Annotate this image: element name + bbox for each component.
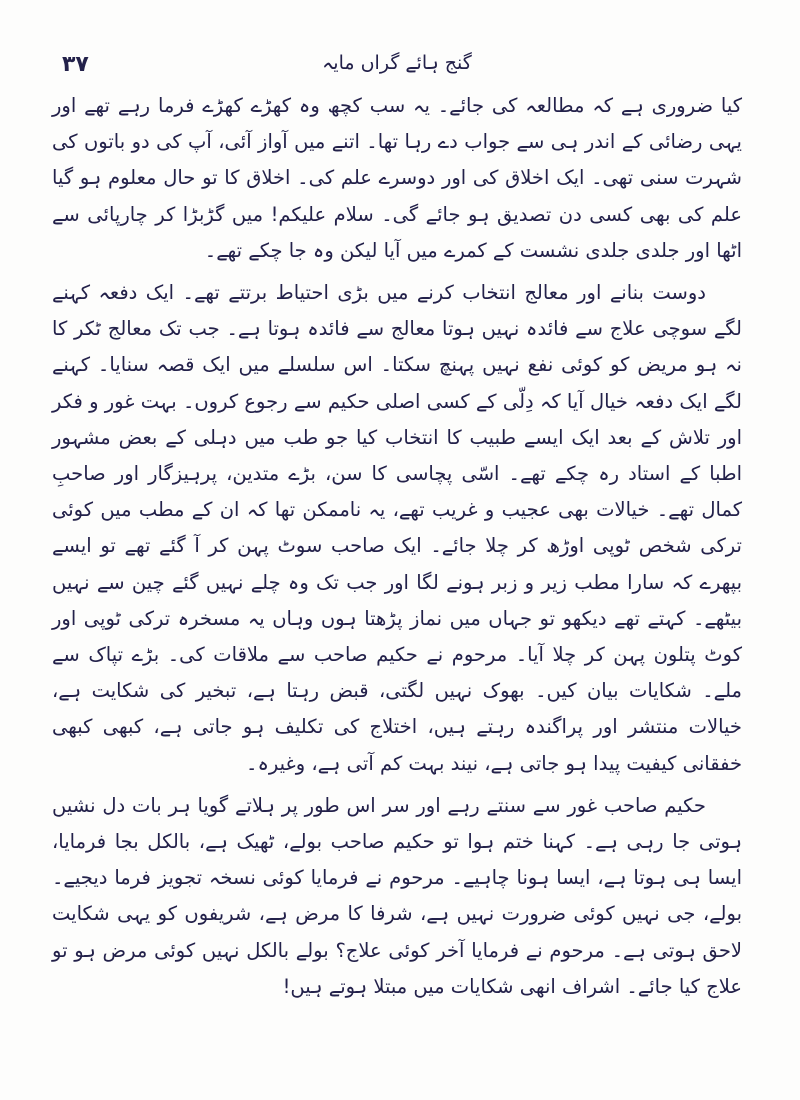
paragraph-2: دوست بنانے اور معالج انتخاب کرنے میں بڑی احتیاط برتتے تھے۔ ایک دفعہ کہنے لگے سوچی علاج سے فائدہ نہیں ہوتا معالج سے فائدہ ہوتا ہے۔ جب تک معالج ٹکر کا نہ ہو مریض کو کوئی نفع نہیں پہنچ سکتا۔ اس سلسلے میں ایک قصہ سنایا۔ کہنے لگے ایک دفعہ خیال آیا کہ دِلّی کے کسی اصلی حکیم سے رجوع کروں۔ بہت غور و فکر اور تلاش کے بعد ایک ایسے طبیب کا انتخاب کیا جو طب میں دہلی کے بعض مشہور اطبا کے استاد رہ چکے تھے۔ اسّی پچاسی کا سن، بڑے متدین، پرہیزگار اور صاحبِ کمال تھے۔ خیالات بھی عجیب و غریب تھے، یہ ناممکن تھا کہ ان کے مطب میں کوئی ترکی شخص ٹوپی اوڑھ کر چلا جائے۔ ایک صاحب سوٹ پہن کر آ گئے تھے تو ایسے بپھرے کہ سارا مطب زیر و زبر ہونے لگا اور جب تک وہ چلے نہیں گئے چین سے نہیں بیٹھے۔ کہتے تھے دیکھو تو جہاں میں نماز پڑھتا ہوں وہاں یہ مسخرہ ترکی ٹوپی اور کوٹ پتلون پہن کر چلا آیا۔ مرحوم نے حکیم صاحب سے ملاقات کی۔ بڑے تپاک سے ملے۔ شکایات بیان کیں۔ بھوک نہیں لگتی، قبض رہتا ہے، تبخیر کی شکایت ہے، خیالات منتشر اور پراگندہ رہتے ہیں، اختلاج کی تکلیف ہو جاتی ہے، کبھی کبھی خفقانی کیفیت پیدا ہو جاتی ہے، نیند بہت کم آتی ہے، وغیرہ۔ bbox=[52, 281, 742, 775]
body-text bbox=[52, 88, 742, 1005]
paragraph-3: حکیم صاحب غور سے سنتے رہے اور سر اس طور پر ہلاتے گویا ہر بات دل نشیں ہوتی جا رہی ہے۔ کہنا ختم ہوا تو حکیم صاحب بولے، ٹھیک ہے، بالکل بجا فرمایا، ایسا ہی ہوتا ہے، ایسا ہونا چاہیے۔ مرحوم نے فرمایا کوئی نسخہ تجویز فرما دیجیے۔ بولے، جی نہیں کوئی ضرورت نہیں ہے، شرفا کا مرض ہے، شریفوں کو یہی شکایت لاحق ہوتی ہے۔ مرحوم نے فرمایا آخر کوئی علاج؟ بولے بالکل نہیں کوئی مرض ہو تو علاج کیا جائے۔ اشراف انھی شکایات میں مبتلا ہوتے ہیں! bbox=[52, 793, 742, 998]
paragraph-1: کیا ضروری ہے کہ مطالعہ کی جائے۔ یہ سب کچھ وہ کھڑے کھڑے فرما رہے تھے اور یہی رضائی کے اندر ہی سے جواب دے رہا تھا۔ اتنے میں آواز آئی، آپ کی دو باتوں کی شہرت سنی تھی۔ ایک اخلاق کی اور دوسرے علم کی۔ اخلاق کا تو حال معلوم ہو گیا علم کی بھی کسی دن تصدیق ہو جائے گی۔ سلام علیکم! میں گڑبڑا کر چارپائی سے اٹھا اور جلدی جلدی نشست کے کمرے میں آیا لیکن وہ جا چکے تھے۔ bbox=[52, 94, 742, 262]
running-title: گنج ہائے گراں مایہ bbox=[322, 52, 472, 74]
page-header bbox=[52, 52, 742, 82]
page-number: ۳۷ bbox=[62, 52, 89, 77]
